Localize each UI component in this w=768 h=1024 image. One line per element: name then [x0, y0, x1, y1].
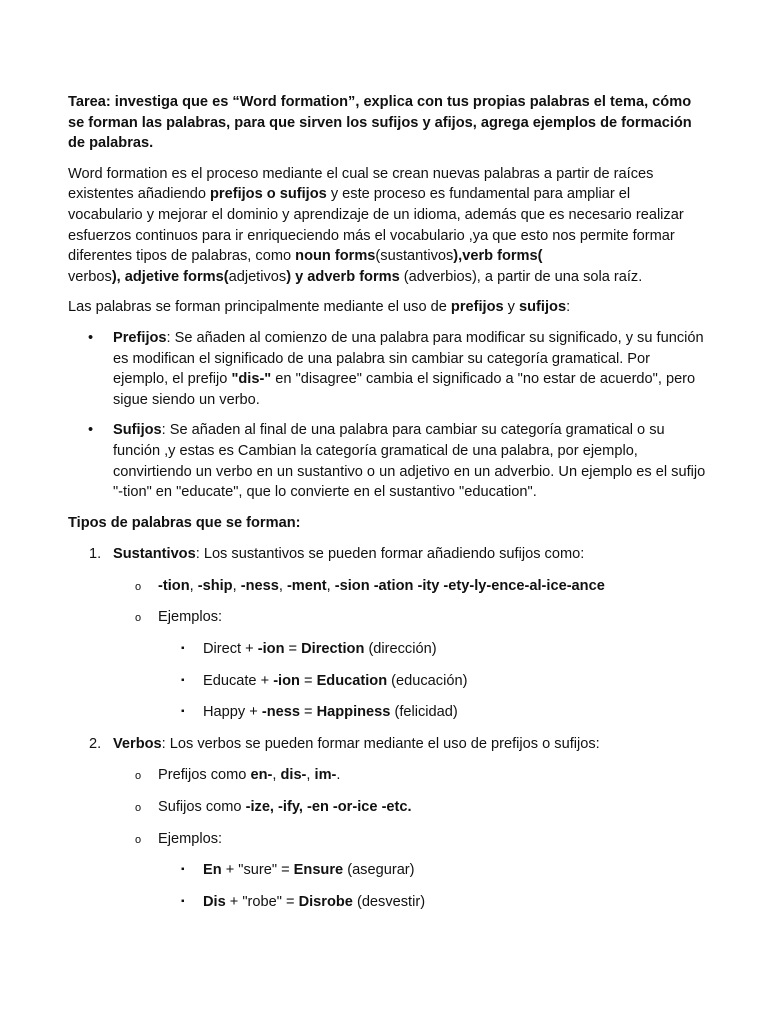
document-page — [68, 92, 708, 923]
list-item-verbos: 2. Verbos: Los verbos se pueden formar mediante el uso de prefijos o sufijos: — [68, 734, 708, 755]
verbos-prefijos: o Prefijos como en-, dis-, im-. — [68, 765, 708, 786]
square-bullet-icon: ▪ — [181, 864, 185, 876]
circle-bullet-icon: o — [135, 802, 142, 815]
bullet-sufijos: • Sufijos: Se añaden al final de una palabra para cambiar su categoría gramatical o su función ,y estas es Cambian la categoría gramatical de una palabra, por ejemplo, convirtiendo un verbo en un sustantivo o un adjetivo en un adverbio. Un ejemplo es el sufijo "-tion" en "educate", que lo convierte en el sustantivo "education". — [88, 422, 706, 501]
bullet-prefijos: • Prefijos: Se añaden al comienzo de una palabra para modificar su significado, y su función es modifican el significado de una palabra sin cambiar su categoría gramatical. Por ejemplo, el prefijo "dis-" en "disagree" cambia el significado a "no estar de acuerdo", pero sigue siendo un verbo. — [88, 329, 704, 408]
sustantivos-suffix-list: o -tion, -ship, -ness, -ment, -sion -ation -ity -ety-ly-ence-al-ice-ance — [68, 576, 708, 597]
circle-bullet-icon: o — [135, 833, 142, 846]
example-education: ▪ Educate + -ion = Education (educación) — [68, 671, 708, 692]
verbos-ejemplos-label: o Ejemplos: — [68, 829, 708, 850]
bullet-icon: • — [88, 329, 94, 346]
square-bullet-icon: ▪ — [181, 643, 185, 655]
example-disrobe: ▪ Dis + "robe" = Disrobe (desvestir) — [68, 892, 708, 913]
square-bullet-icon: ▪ — [181, 895, 185, 907]
intro-paragraph: Word formation es el proceso mediante el cual se crean nuevas palabras a partir de raíces existentes añadiendo prefijos o sufijos y este proceso es fundamental para ampliar el vocabulario y mejorar el dominio y aprendizaje de un idioma, además que es necesario realizar esfuerzos continuos para ir enriqueciendo más el vocabulario ,ya que esto nos permite formar diferentes tipos de palabras, como noun forms(sustantivos),verb forms( verbos), adjetive forms(adjetivos) y adverb forms (adverbios), a partir de una sola raíz. — [68, 165, 684, 285]
verbos-sufijos: o Sufijos como -ize, -ify, -en -or-ice -etc. — [68, 797, 708, 818]
circle-bullet-icon: o — [135, 580, 142, 593]
circle-bullet-icon: o — [135, 770, 142, 783]
formation-paragraph: Las palabras se forman principalmente mediante el uso de prefijos y sufijos: — [68, 299, 571, 316]
square-bullet-icon: ▪ — [181, 706, 185, 718]
square-bullet-icon: ▪ — [181, 674, 185, 686]
example-ensure: ▪ En + "sure" = Ensure (asegurar) — [68, 860, 708, 881]
example-happiness: ▪ Happy + -ness = Happiness (felicidad) — [68, 702, 708, 723]
list-item-sustantivos: 1. Sustantivos: Los sustantivos se pueden formar añadiendo sufijos como: — [68, 544, 708, 565]
task-heading: Tarea: investiga que es “Word formation”, explica con tus propias palabras el tema, cómo se forman las palabras, para que sirven los sufijos y afijos, agrega ejemplos de formación de palabras. — [68, 94, 692, 152]
sustantivos-ejemplos-label: o Ejemplos: — [68, 607, 708, 628]
tipos-heading: Tipos de palabras que se forman: — [68, 514, 301, 531]
list-number: 2. — [89, 735, 102, 752]
bullet-icon: • — [88, 422, 94, 439]
list-number: 1. — [89, 546, 102, 563]
example-direction: ▪ Direct + -ion = Direction (dirección) — [68, 639, 708, 660]
circle-bullet-icon: o — [135, 612, 142, 625]
